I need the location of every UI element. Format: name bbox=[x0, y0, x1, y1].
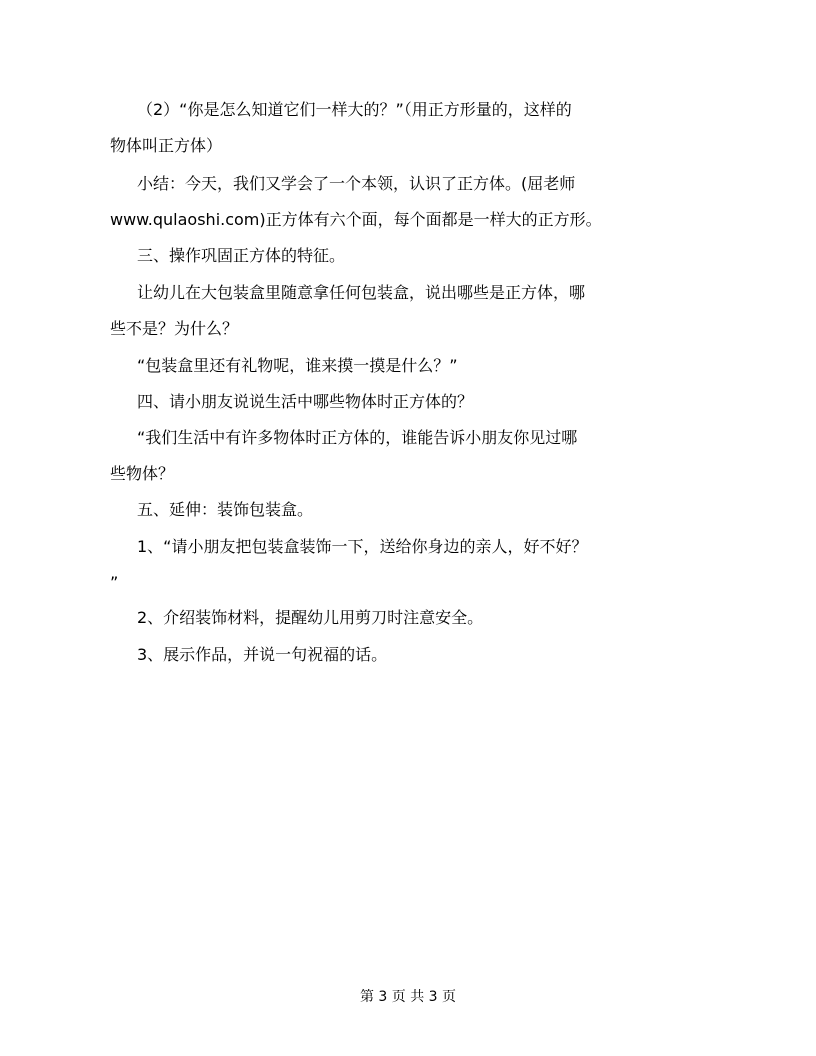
paragraph-line-1: （2）“你是怎么知道它们一样大的？”（用正方形量的，这样的 bbox=[137, 100, 572, 119]
paragraph-line-3: 小结：今天，我们又学会了一个本领，认识了正方体。(屈老师 bbox=[137, 174, 576, 193]
section-heading-5: 五、延伸：装饰包装盒。 bbox=[137, 500, 314, 519]
list-item-1-line-1: 1、“请小朋友把包装盒装饰一下，送给你身边的亲人，好不好？ bbox=[137, 537, 588, 556]
list-item-3: 3、展示作品，并说一句祝福的话。 bbox=[137, 645, 388, 664]
page-footer: 第 3 页 共 3 页 bbox=[359, 989, 457, 1005]
list-item-2: 2、介绍装饰材料，提醒幼儿用剪刀时注意安全。 bbox=[137, 608, 484, 627]
paragraph-line-10: “我们生活中有许多物体时正方体的，谁能告诉小朋友你见过哪 bbox=[137, 428, 578, 447]
section-heading-3: 三、操作巩固正方体的特征。 bbox=[137, 246, 346, 265]
paragraph-line-2: 物体叫正方体） bbox=[110, 136, 223, 155]
list-item-1-line-2: ” bbox=[110, 573, 119, 592]
section-heading-4: 四、请小朋友说说生活中哪些物体时正方体的？ bbox=[137, 392, 474, 411]
paragraph-line-4: www.qulaoshi.com)正方体有六个面，每个面都是一样大的正方形。 bbox=[110, 210, 602, 229]
paragraph-line-6: 让幼儿在大包装盒里随意拿任何包装盒，说出哪些是正方体，哪 bbox=[137, 283, 586, 302]
paragraph-line-11: 些物体？ bbox=[110, 464, 175, 483]
paragraph-line-8: “包装盒里还有礼物呢，谁来摸一摸是什么？” bbox=[137, 356, 458, 375]
paragraph-line-7: 些不是？为什么？ bbox=[110, 319, 239, 338]
